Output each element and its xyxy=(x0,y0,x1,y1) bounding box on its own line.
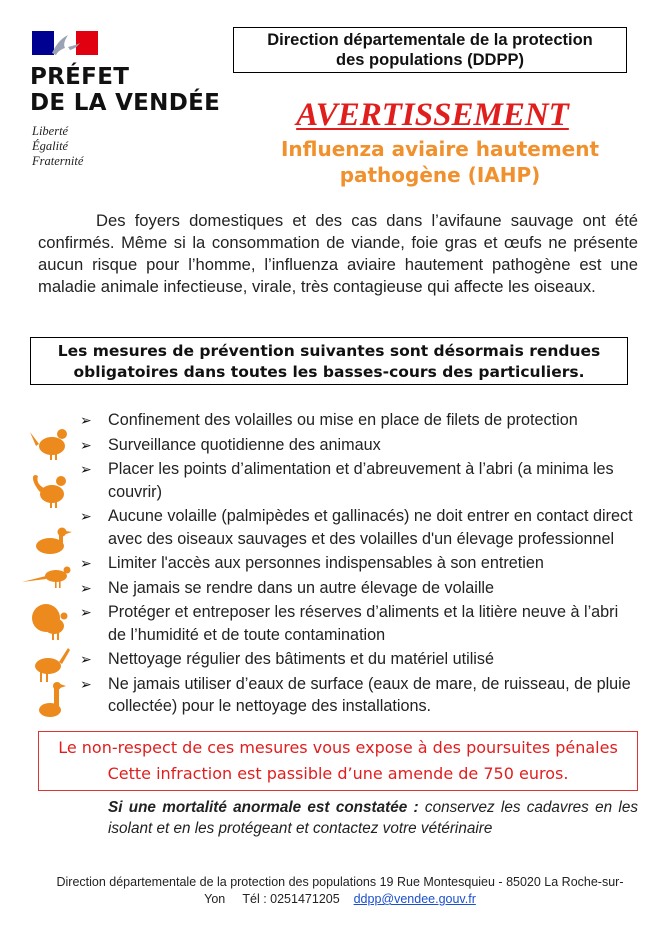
rooster-icon xyxy=(33,475,66,508)
penalty-line1: Le non-respect de ces mesures vous expose à des poursuites pénales xyxy=(58,738,618,757)
measures-header-box xyxy=(30,337,628,385)
measures-header-line1: Les mesures de prévention suivantes sont désormais rendues xyxy=(57,342,601,360)
duck-icon xyxy=(36,528,72,555)
footer-email-link[interactable]: ddpp@vendee.gouv.fr xyxy=(353,892,476,906)
ddpp-line1: Direction départementale de la protection xyxy=(267,31,593,49)
subtitle-line1: Influenza aviaire hautement xyxy=(280,137,600,161)
list-item xyxy=(80,409,640,432)
measure-text: Limiter l'accès aux personnes indispensables à son entretien xyxy=(108,554,544,572)
footer-address: Direction départementale de la protection des populations 19 Rue Montesquieu - 85020 La Roche-sur-Yon xyxy=(56,875,624,906)
prefecture-line2: DE LA VENDÉE xyxy=(30,90,221,116)
mortality-notice xyxy=(108,797,638,839)
measure-text: Surveillance quotidienne des animaux xyxy=(108,435,381,454)
disease-subtitle xyxy=(250,136,630,188)
measure-text: Protéger et entreposer les réserves d’aliments et la litière neuve à l’abri de l’humidité et de toute contamination xyxy=(108,603,619,644)
motto-fraternite: Fraternité xyxy=(32,154,84,168)
intro-paragraph xyxy=(38,210,638,298)
ddpp-line2: des populations (DDPP) xyxy=(336,51,524,69)
pheasant-icon xyxy=(22,567,71,589)
guinea-fowl-icon xyxy=(35,648,70,682)
arrow-bullet-icon: ➢ xyxy=(80,508,92,524)
arrow-bullet-icon: ➢ xyxy=(80,436,92,453)
poultry-illustrations xyxy=(22,418,82,718)
measure-text: Nettoyage régulier des bâtiments et du matériel utilisé xyxy=(108,650,495,668)
motto-liberte: Liberté xyxy=(32,124,69,138)
subtitle-line2: pathogène (IAHP) xyxy=(339,163,541,187)
arrow-bullet-icon: ➢ xyxy=(80,412,92,428)
list-item xyxy=(80,505,640,550)
arrow-bullet-icon: ➢ xyxy=(80,675,92,692)
marianne-logo-icon xyxy=(32,31,98,55)
measure-text: Aucune volaille (palmipèdes et gallinacés) ne doit entrer en contact direct avec des oiseaux sauvages et des volailles d'un élevage professionnel xyxy=(108,507,633,548)
footer-phone: Tél : 0251471205 xyxy=(242,892,340,906)
mortality-rest: conservez les cadavres en les isolant et en les protégeant et contactez votre vétérinaire xyxy=(108,799,638,837)
goose-icon xyxy=(39,682,66,717)
list-item xyxy=(80,458,640,503)
measures-header-line2: obligatoires dans toutes les basses-cours des particuliers. xyxy=(73,363,585,381)
arrow-bullet-icon: ➢ xyxy=(80,579,92,596)
list-item xyxy=(80,577,640,600)
measure-text: Confinement des volailles ou mise en place de filets de protection xyxy=(108,411,578,429)
republic-motto xyxy=(32,124,83,169)
measure-text: Ne jamais utiliser d’eaux de surface (eaux de mare, de ruisseau, de pluie collectée) pour le nettoyage des installations. xyxy=(108,674,631,715)
measures-list xyxy=(80,409,640,720)
penalty-warning-box xyxy=(38,731,638,791)
list-item xyxy=(80,552,640,575)
measure-text: Placer les points d’alimentation et d’abreuvement à l’abri (a minima les couvrir) xyxy=(108,460,614,501)
list-item xyxy=(80,434,640,457)
arrow-bullet-icon: ➢ xyxy=(80,461,92,477)
list-item xyxy=(80,601,640,646)
footer xyxy=(40,874,640,908)
prefecture-name xyxy=(30,64,220,116)
prefecture-line1: PRÉFET xyxy=(30,64,130,90)
penalty-line2: Cette infraction est passible d’une amende de 750 euros. xyxy=(107,764,569,783)
warning-title: AVERTISSEMENT xyxy=(296,97,569,133)
arrow-bullet-icon: ➢ xyxy=(80,604,92,620)
hen-icon xyxy=(30,429,67,460)
intro-text: Des foyers domestiques et des cas dans l’avifaune sauvage ont été confirmés. Même si la consommation de viande, foie gras et œufs ne présente aucun risque pour l’homme, l’influenza aviaire hautement pathogène est une maladie animale infectieuse, virale, très contagieuse qui affecte les oiseaux. xyxy=(38,211,638,296)
arrow-bullet-icon: ➢ xyxy=(80,555,92,571)
arrow-bullet-icon: ➢ xyxy=(80,651,92,667)
ddpp-header-box xyxy=(233,27,627,73)
list-item xyxy=(80,673,640,718)
mortality-lead: Si une mortalité anormale est constatée : xyxy=(108,799,419,816)
measure-text: Ne jamais se rendre dans un autre élevage de volaille xyxy=(108,578,495,597)
list-item xyxy=(80,648,640,671)
turkey-icon xyxy=(32,604,68,640)
motto-egalite: Égalité xyxy=(32,139,69,153)
